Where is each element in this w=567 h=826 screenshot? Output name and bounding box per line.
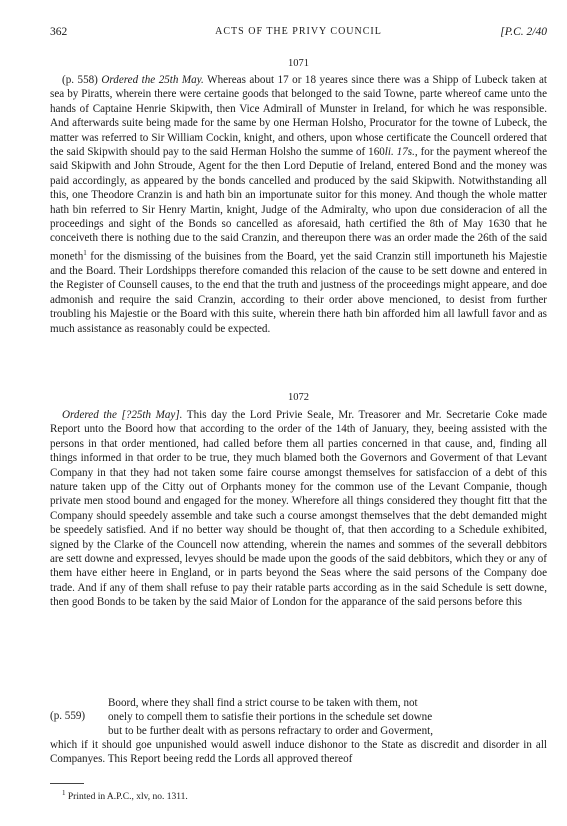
entry-number-1071: 1071 <box>288 58 309 69</box>
entry-1072-continuation: which if it should goe unpunished would aswell induce dishonor to the State as discredit and disorder in all Companyes. This Report beeing redd the Lords all approved thereof <box>50 739 547 766</box>
footnote-rule <box>50 783 84 784</box>
margin-page-ref: (p. 559) <box>50 710 86 722</box>
entry-1071-paragraph: (p. 558) Ordered the 25th May. Whereas about 17 or 18 yeares since there was a Shipp of Lubeck taken at sea by Piratts, wherein there were certaine goods that belonged to the said Towne, parte whereof came unto the hands of Captaine Henrie Skipwith, then Vice Admirall of Munster in Ireland, for which he was responsible. And afterwards suite being made for the same by one Herman Holsho, Procurator for the towne of Lubeck, the matter was referred to Sir William Cockin, knight, and others, upon whose certificate the Councell ordered that the said Skipwith should pay to the said Herman Holsho the summe of 160li. 17s., for the payment whereof the said Skipwith and John Stroude, Agent for the then Lord Deputie of Ireland, entered Bond and the money was paid accordingly, as appeared by the bonds cancelled and produced by the said Skipwith. Notwithstanding all this, one Theodore Cranzin is and hath bin an importunate suitor for this money. And though the whole matter hath bin referred to Sir Henry Martin, knight, Judge of the Admiralty, who upon due consideracion of all the proceedings and sight of the Bonds so cancelled as aforesaid, hath certified the 8th of May 1630 that he conceiveth there is nothing due to the said Cranzin, and thereupon there was an order made the 26th of the said moneth$^1$ for the dismissing of the buisines from the Board, yet the said Cranzin still importuneth his Majestie and the Board. Their Lordshipps therefore comanded this relacion of the cause to be sett downe and entered in the Register of Counsell causes, to the end that the truth and justness of the proceedings might appeare, and doe admonish and require the said Cranzin, according to their order above mencioned, to desist from further troubling his Majestie or the Board with this suite, wherein there hath bin afforded him all lawfull favor and as much assistance as reasonably could be expected. <box>50 74 547 335</box>
order-date: Ordered the 25th May. <box>101 74 204 86</box>
margin-page-ref: (p. 558) <box>62 74 98 86</box>
entry-number-1072: 1072 <box>288 392 309 403</box>
register-reference: [P.C. 2/40 <box>500 26 547 38</box>
page-header <box>50 26 547 42</box>
entry-1072-paragraph: Ordered the [?25th May]. This day the Lord Privie Seale, Mr. Treasorer and Mr. Secretarie Coke made Report unto the Boord how that according to the order of the 14th of January, they, beeing assisted with the persons in that order mentioned, had called before them all parties concerned in that cause, and, finding all things informed in that order to be true, they much blamed both the Governors and Goverment of that Levant Company in that they had not taken some faire course amongst themselves for satisfaccion of a debt of this nature taken upp of the Citty out of Orphants money for the common use of the Levant Companie, though private men stood bound and engaged for the money. Wherefore all things considered they thought fitt that the Company should speedely assemble and take such a course amongst themselves that the debt demanded might be speedely satisfied. And if no better way should be thought of, that then according to a Schedule exhibited, signed by the Clarke of the Councell now attending, wherein the names and sommes of the severall debbitors are sett downe and expressed, levyes should be made upon the goods of the said debbitors, which they or any of them have either heere in England, or in parts beyond the Seas where the said persons of the Company doe trade. And if any of them shall refuse to pay their ratable parts according as in the said Schedule is sett downe, then good Bonds to be taken by the said Maior of London for the apparance of the said persons before this <box>50 409 548 609</box>
order-date: Ordered the [?25th May]. <box>62 409 183 421</box>
footnote-mark: 1 <box>83 248 87 257</box>
indented-line: Boord, where they shall find a strict course to be taken with them, not <box>108 697 418 709</box>
indented-line: but to be further dealt with as persons refractary to order and Goverment, <box>108 725 433 737</box>
footnote: $^1$ Printed in A.P.C., xlv, no. 1311. <box>62 789 188 803</box>
indented-line: onely to compell them to satisfie their portions in the schedule set downe <box>108 711 433 723</box>
running-title: ACTS OF THE PRIVY COUNCIL <box>215 26 382 37</box>
page-number: 362 <box>50 26 68 38</box>
